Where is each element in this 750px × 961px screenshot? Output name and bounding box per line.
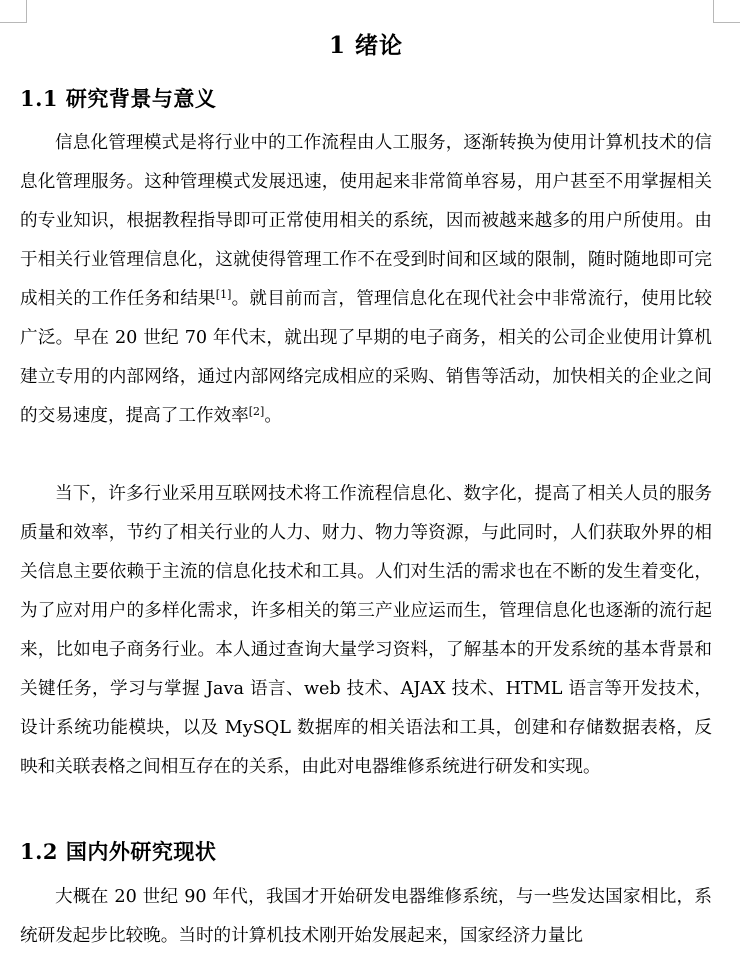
paragraph-text: 信息化管理模式是将行业中的工作流程由人工服务，逐渐转换为使用计算机技术的信息化管理服务。这种管理模式发展迅速，使用起来非常简单容易，用户甚至不用掌握相关的专业知识，根据教程指导即可正常使用相关的系统，因而被越来越多的用户所使用。由于相关行业管理信息化，这就使得管理工作不在受到时间和区域的限制，随时随地即可完成相关的工作任务和结果 [20,133,712,309]
top-left-crop-mark [0,0,27,23]
paragraph-text: 大概在 20 世纪 90 年代，我国才开始研发电器维修系统，与一些发达国家相比，系统研发起步比较晚。当时的计算机技术刚开始发展起来，国家经济力量比 [20,887,712,946]
citation-ref-1[interactable]: [1] [215,288,232,301]
section-heading-1-2: 1.2 国内外研究现状 [20,839,217,864]
citation-ref-2[interactable]: [2] [248,405,265,418]
paragraph-background-2 [20,475,712,787]
section-heading-1-1: 1.1 研究背景与意义 [20,86,217,111]
paragraph-text: 。 [264,406,282,426]
paragraph-research-status-1 [20,878,712,956]
chapter-title: 1 绪论 [328,32,403,59]
top-right-crop-mark [713,0,740,23]
paragraph-text: 当下，许多行业采用互联网技术将工作流程信息化、数字化，提高了相关人员的服务质量和效率，节约了相关行业的人力、财力、物力等资源，与此同时，人们获取外界的相关信息主要依赖于主流的信息化技术和工具。人们对生活的需求也在不断的发生着变化，为了应对用户的多样化需求，许多相关的第三产业应运而生，管理信息化也逐渐的流行起来，比如电子商务行业。本人通过查询大量学习资料，了解基本的开发系统的基本背景和关键任务，学习与掌握 Java 语言、web 技术、AJAX 技术、HTML 语言等开发技术，设计系统功能模块，以及 MySQL 数据库的相关语法和工具，创建和存储数据表格，反映和关联表格之间相互存在的关系，由此对电器维修系统进行研发和实现。 [20,484,712,777]
paragraph-text: 。就目前而言，管理信息化在现代社会中非常流行，使用比较广泛。早在 20 世纪 70 年代末，就出现了早期的电子商务，相关的公司企业使用计算机建立专用的内部网络，通过内部网络完成相应的采购、销售等活动，加快相关的企业之间的交易速度，提高了工作效率 [20,289,712,426]
paragraph-background-1 [20,124,712,436]
